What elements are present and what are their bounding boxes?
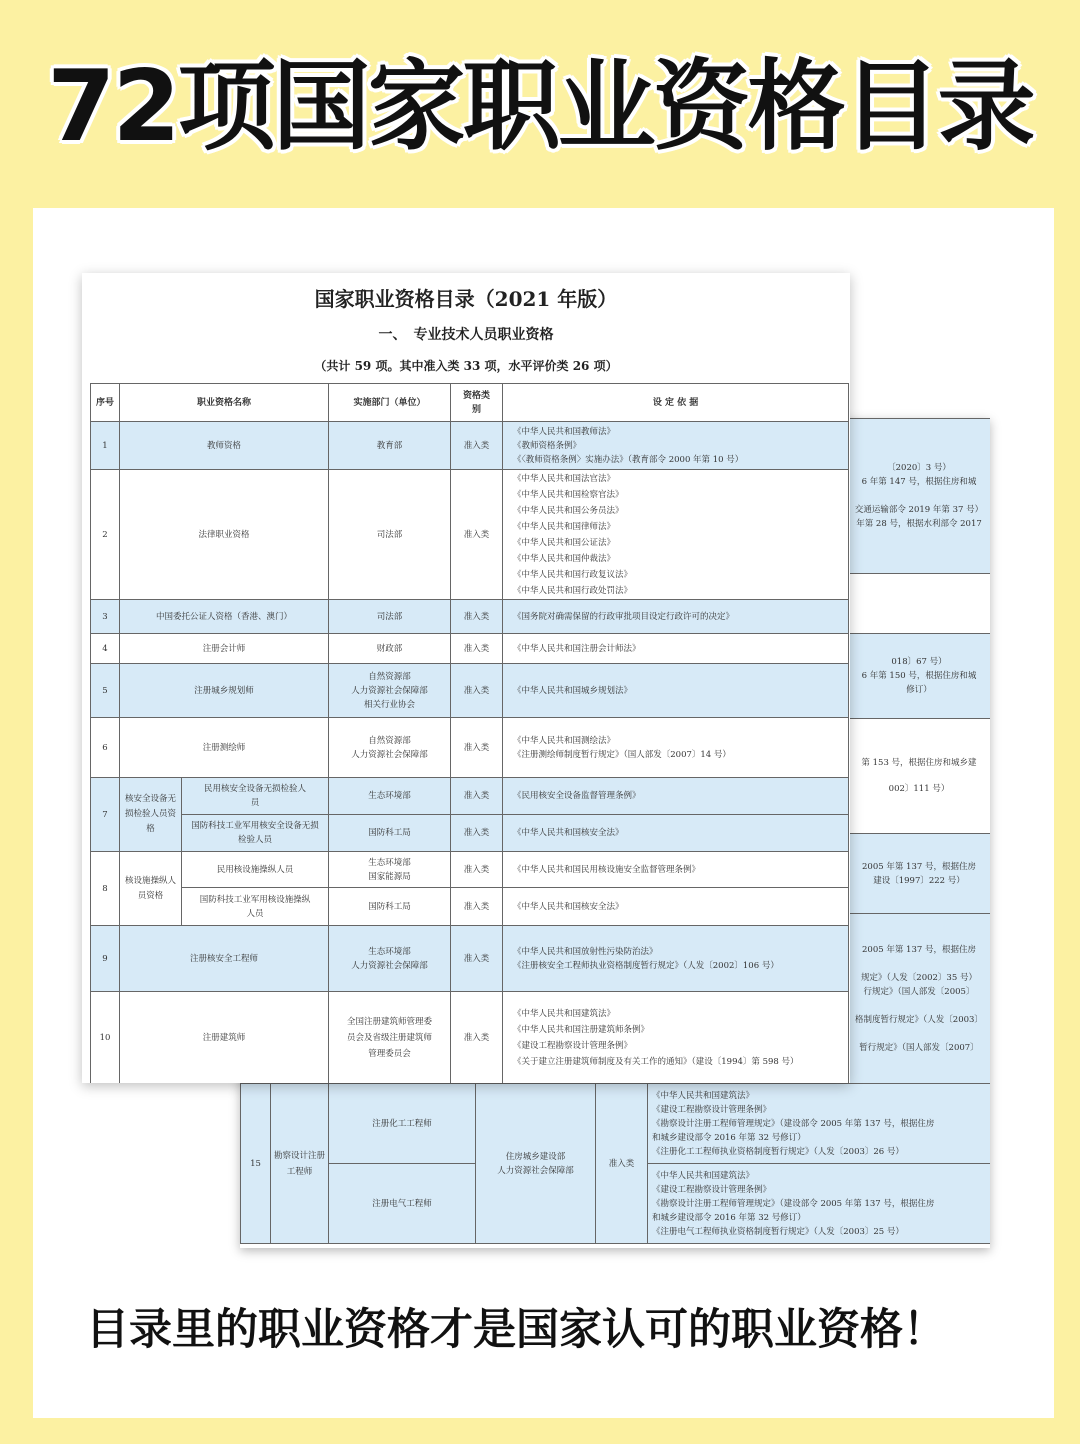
- qualification-name: 注册核安全工程师: [120, 926, 329, 992]
- qualification-name: 中国委托公证人资格（香港、澳门）: [120, 600, 329, 634]
- document-subtitle: 一、 专业技术人员职业资格: [378, 327, 554, 343]
- header-name: 职业资格名称: [120, 384, 329, 422]
- qualification-name: 国防科技工业军用核安全设备无损检验人员: [182, 815, 329, 852]
- table-row: [91, 992, 849, 1084]
- qualification-type: 准入类: [451, 888, 503, 926]
- header-dept: 实施部门（单位）: [329, 384, 451, 422]
- legal-basis: 《中华人民共和国建筑法》 《中华人民共和国注册建筑师条例》 《建设工程勘察设计管理条例》 《关于建立注册建筑师制度及有关工作的通知》（建设〔1994〕第 598 号）: [503, 992, 849, 1084]
- row-number: 3: [91, 600, 120, 634]
- department: 国防科工局: [329, 888, 451, 926]
- qualification-name: 注册化工工程师: [329, 1084, 476, 1164]
- department: 国防科工局: [329, 815, 451, 852]
- department: 自然资源部 人力资源社会保障部 相关行业协会: [329, 664, 451, 718]
- back-fragment: 修订）: [906, 685, 932, 695]
- back-fragment: 〔2020〕3 号）: [887, 463, 951, 473]
- back-fragment: 暂行规定》（国人部发〔2007〕: [859, 1042, 979, 1053]
- table-row: [91, 422, 849, 470]
- department: 财政部: [329, 634, 451, 664]
- legal-basis: 《中华人民共和国民用核设施安全监督管理条例》: [503, 852, 849, 888]
- qualification-type: 准入类: [451, 470, 503, 600]
- legal-basis: 《国务院对确需保留的行政审批项目设定行政许可的决定》: [503, 600, 849, 634]
- department: 住房城乡建设部 人力资源社会保障部: [476, 1084, 596, 1244]
- qualification-name: 注册电气工程师: [329, 1164, 476, 1244]
- qualification-table: [90, 383, 849, 1083]
- legal-basis: 《中华人民共和国建筑法》 《建设工程勘察设计管理条例》 《勘察设计注册工程师管理规定》（建设部令 2005 年第 137 号，根据住房 和城乡建设部令 2016 年第 32 号修订） 《注册化工工程师执业资格制度暂行规定》（人发〔2003〕26 号）: [648, 1084, 991, 1164]
- table-row: [91, 852, 849, 888]
- legal-basis: 《中华人民共和国建筑法》 《建设工程勘察设计管理条例》 《勘察设计注册工程师管理规定》（建设部令 2005 年第 137 号，根据住房 和城乡建设部令 2016 年第 32 号修订） 《注册电气工程师执业资格制度暂行规定》（人发〔2003〕25 号）: [648, 1164, 991, 1244]
- legal-basis: 《中华人民共和国核安全法》: [503, 888, 849, 926]
- legal-basis: 《民用核安全设备监督管理条例》: [503, 778, 849, 815]
- qualification-type: 准入类: [451, 634, 503, 664]
- row-number: 5: [91, 664, 120, 718]
- table-row: [91, 470, 849, 600]
- department: 生态环境部 国家能源局: [329, 852, 451, 888]
- legal-basis: 《中华人民共和国核安全法》: [503, 815, 849, 852]
- row-number: 9: [91, 926, 120, 992]
- qualification-name: 注册城乡规划师: [120, 664, 329, 718]
- table-row: [91, 664, 849, 718]
- row-number: 4: [91, 634, 120, 664]
- caption-text: 目录里的职业资格才是国家认可的职业资格！: [86, 1305, 946, 1355]
- legal-basis: 《中华人民共和国放射性污染防治法》 《注册核安全工程师执业资格制度暂行规定》（人发〔2002〕106 号）: [503, 926, 849, 992]
- legal-basis: 《中华人民共和国注册会计师法》: [503, 634, 849, 664]
- qualification-name: 法律职业资格: [120, 470, 329, 600]
- qualification-name: 注册会计师: [120, 634, 329, 664]
- qualification-name: 教师资格: [120, 422, 329, 470]
- legal-basis: 《中华人民共和国教师法》 《教师资格条例》 《〈教师资格条例〉实施办法》（教育部令 2000 年第 10 号）: [503, 422, 849, 470]
- header-type: 资格类别: [451, 384, 503, 422]
- front-document-sheet: [82, 273, 850, 1083]
- legal-basis: 《中华人民共和国法官法》 《中华人民共和国检察官法》 《中华人民共和国公务员法》 《中华人民共和国律师法》 《中华人民共和国公证法》 《中华人民共和国仲裁法》 《中华人民共和国行政复议法》 《中华人民共和国行政处罚法》: [503, 470, 849, 600]
- department: 生态环境部: [329, 778, 451, 815]
- qualification-name: 民用核设施操纵人员: [182, 852, 329, 888]
- qualification-type: 准入类: [451, 815, 503, 852]
- qualification-type: 准入类: [451, 992, 503, 1084]
- qualification-type: 准入类: [451, 718, 503, 778]
- back-fragment: 018〕67 号）: [891, 657, 947, 667]
- document-title: 国家职业资格目录（2021 年版）: [314, 287, 618, 311]
- row-number: 15: [241, 1084, 271, 1244]
- back-fragment: 2005 年第 137 号，根据住房: [862, 861, 976, 872]
- back-fragment: 第 153 号，根据住房和城乡建: [861, 758, 977, 768]
- qualification-name: 民用核安全设备无损检验人员: [182, 778, 329, 815]
- qualification-type: 准入类: [451, 422, 503, 470]
- header-basis: 设 定 依 据: [503, 384, 849, 422]
- back-fragment: 6 年第 147 号，根据住房和城: [861, 477, 977, 487]
- back-fragment: 002〕111 号）: [888, 784, 950, 794]
- department: 全国注册建筑师管理委 员会及省级注册建筑师 管理委员会: [329, 992, 451, 1084]
- table-row: [91, 888, 849, 926]
- department: 生态环境部 人力资源社会保障部: [329, 926, 451, 992]
- document-summary: （共计 59 项。其中准入类 33 项，水平评价类 26 项）: [314, 359, 618, 373]
- department: 自然资源部 人力资源社会保障部: [329, 718, 451, 778]
- back-row-15-table: [240, 1083, 990, 1244]
- row-number: 8: [91, 852, 120, 926]
- qualification-type: 准入类: [596, 1084, 648, 1244]
- back-fragment: 2005 年第 137 号，根据住房: [862, 944, 976, 955]
- qualification-group: 核安全设备无损检验人员资格: [120, 778, 182, 852]
- qualification-name: 注册建筑师: [120, 992, 329, 1084]
- qualification-group: 勘察设计注册工程师: [271, 1084, 329, 1244]
- table-row: [91, 778, 849, 815]
- legal-basis: 《中华人民共和国城乡规划法》: [503, 664, 849, 718]
- qualification-group: 核设施操纵人员资格: [120, 852, 182, 926]
- row-number: 1: [91, 422, 120, 470]
- department: 司法部: [329, 470, 451, 600]
- qualification-type: 准入类: [451, 852, 503, 888]
- row-number: 10: [91, 992, 120, 1084]
- qualification-type: 准入类: [451, 926, 503, 992]
- back-fragment: 行规定》（国人部发〔2005〕: [863, 986, 975, 997]
- table-row: [91, 718, 849, 778]
- back-fragment: 建设〔1997〕222 号）: [873, 875, 965, 886]
- row-number: 7: [91, 778, 120, 852]
- back-fragment: 6 年第 150 号，根据住房和城: [861, 671, 977, 681]
- table-row: [91, 634, 849, 664]
- banner-title: 72项国家职业资格目录: [47, 50, 1033, 164]
- back-fragment: 交通运输部令 2019 年第 37 号）: [854, 505, 984, 515]
- qualification-type: 准入类: [451, 664, 503, 718]
- qualification-type: 准入类: [451, 600, 503, 634]
- legal-basis: 《中华人民共和国测绘法》 《注册测绘师制度暂行规定》（国人部发〔2007〕14 号）: [503, 718, 849, 778]
- header-no: 序号: [91, 384, 120, 422]
- department: 教育部: [329, 422, 451, 470]
- back-fragment: 规定》（人发〔2002〕35 号）: [861, 972, 977, 983]
- qualification-name: 注册测绘师: [120, 718, 329, 778]
- qualification-type: 准入类: [451, 778, 503, 815]
- qualification-name: 国防科技工业军用核设施操纵人员: [182, 888, 329, 926]
- row-number: 6: [91, 718, 120, 778]
- table-row: [91, 926, 849, 992]
- department: 司法部: [329, 600, 451, 634]
- back-fragment: 年第 28 号，根据水利部令 2017: [856, 519, 982, 529]
- row-number: 2: [91, 470, 120, 600]
- back-fragment: 格制度暂行规定》（人发〔2003〕: [855, 1014, 983, 1025]
- table-row: [91, 815, 849, 852]
- table-row: [91, 600, 849, 634]
